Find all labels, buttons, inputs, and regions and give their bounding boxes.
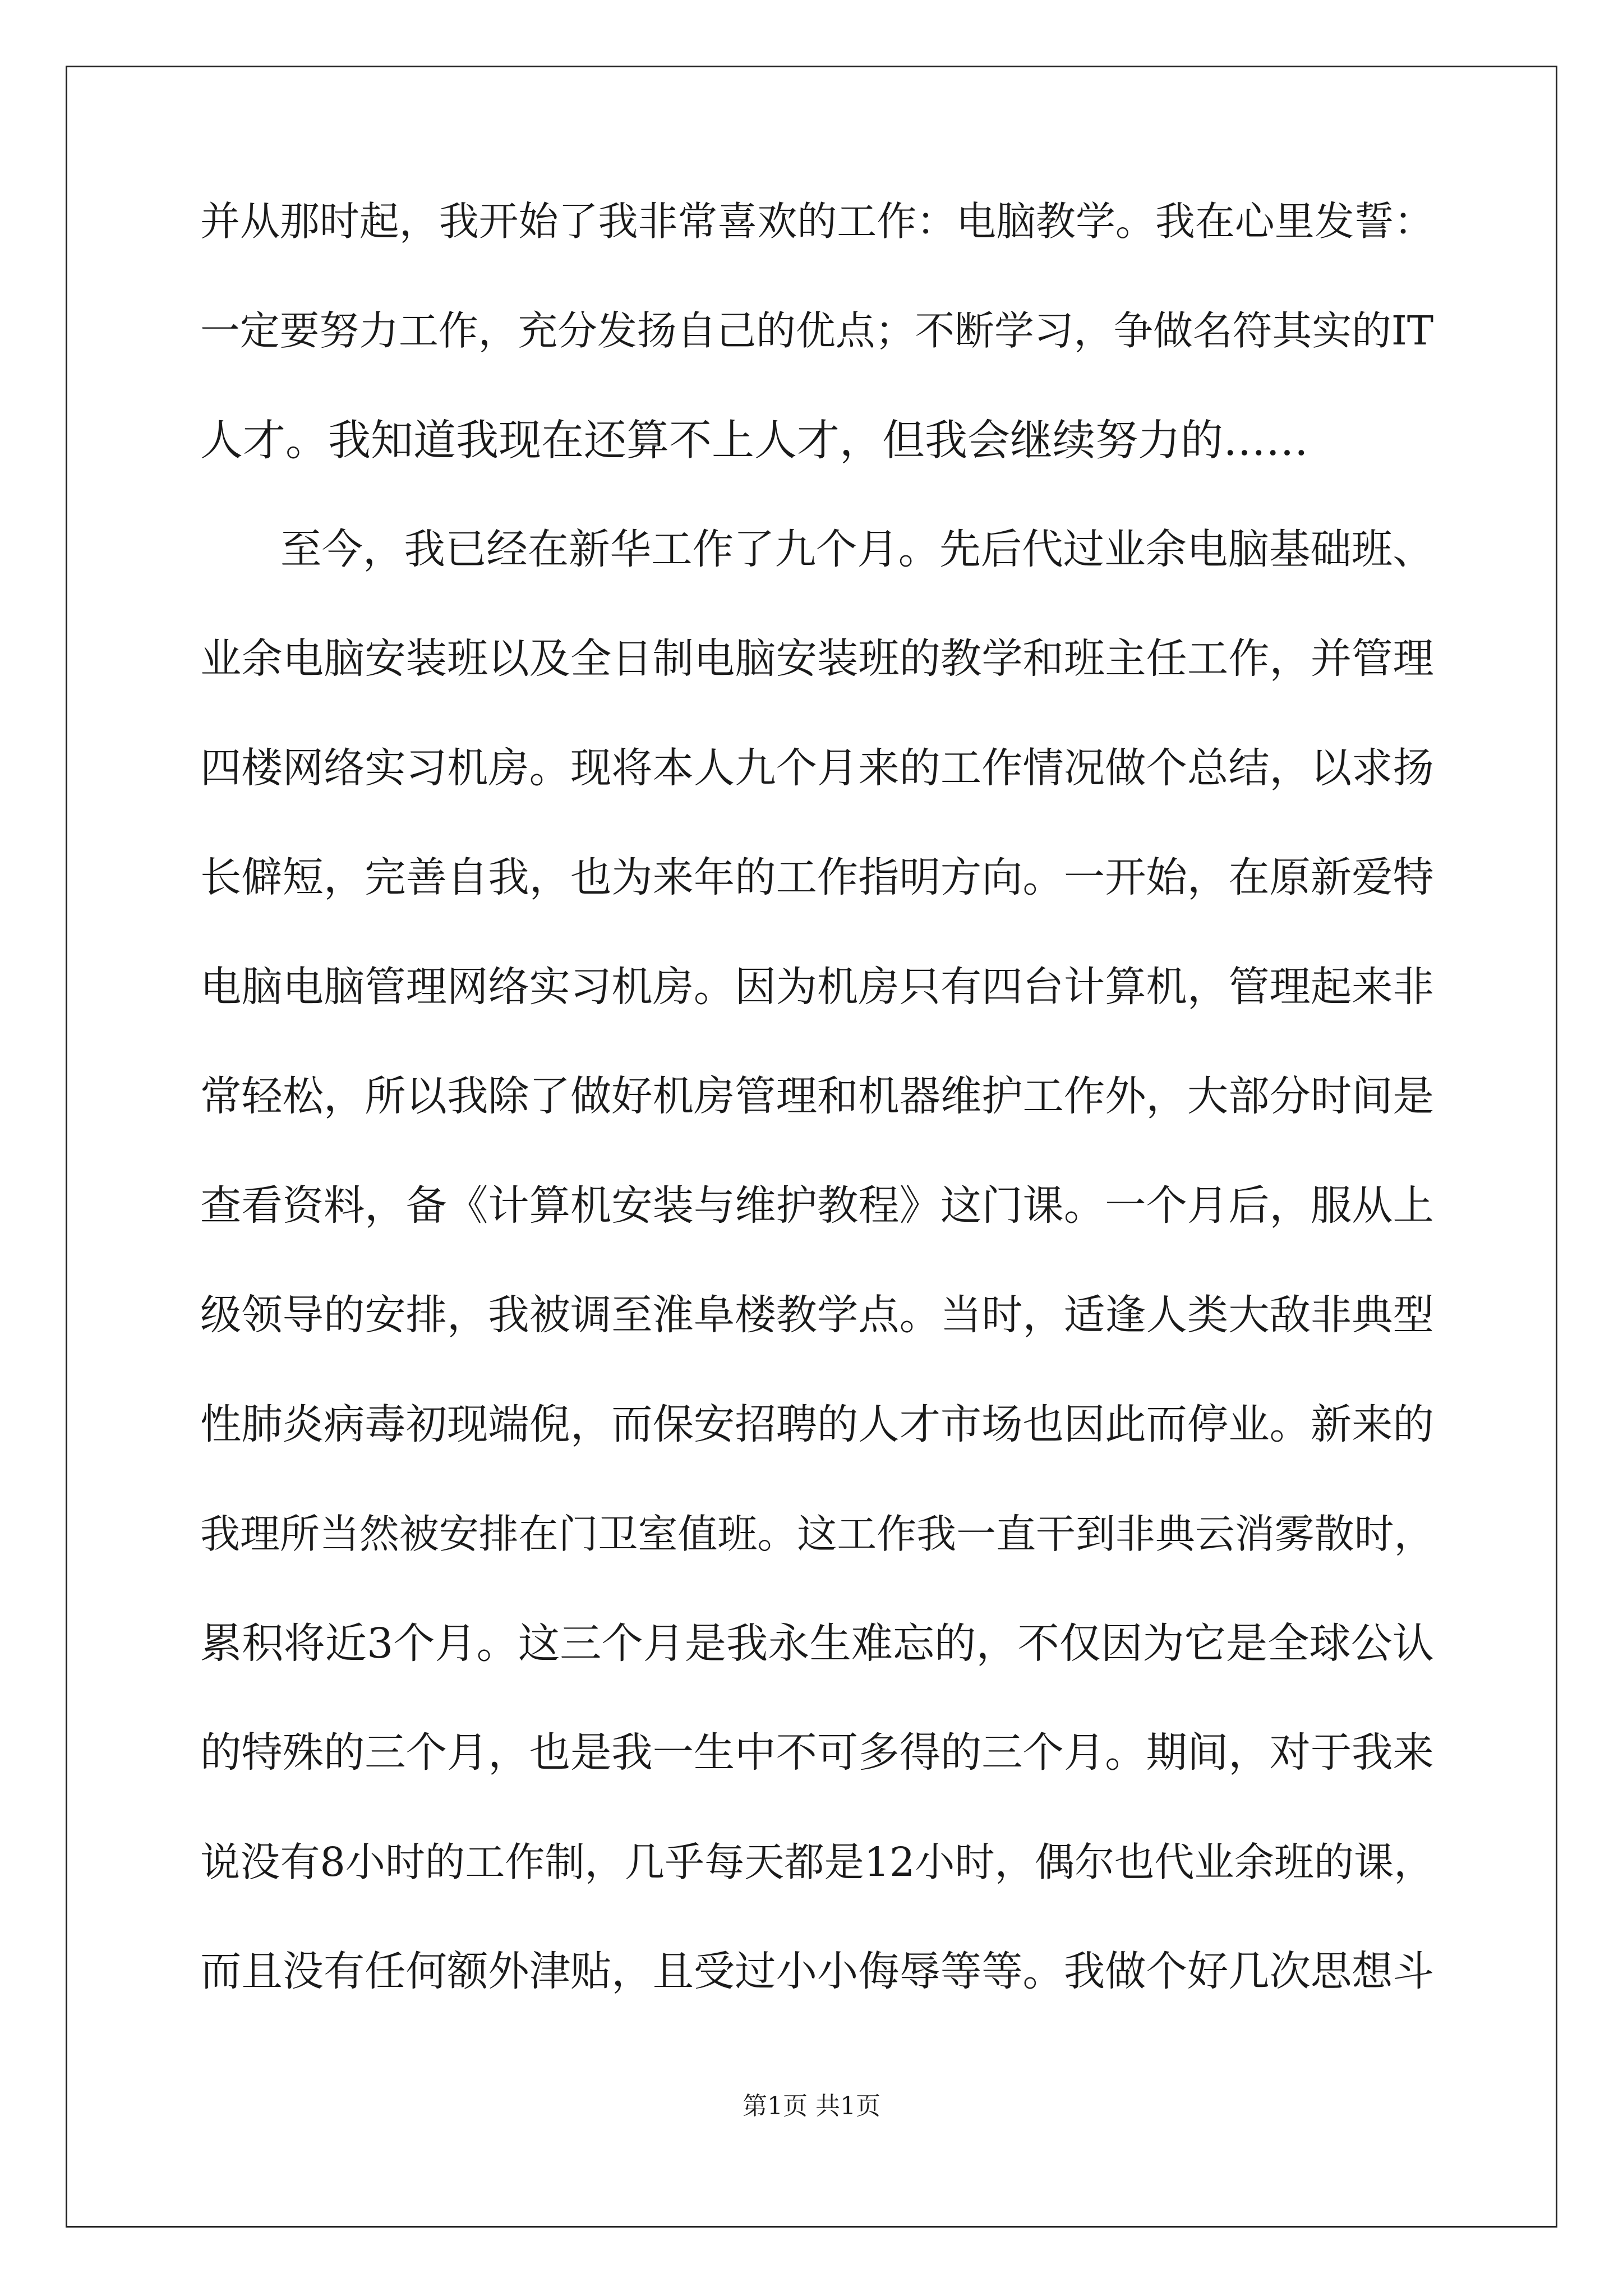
text-line: 四楼网络实习机房。现将本人九个月来的工作情况做个总结，以求扬 [200,744,1434,792]
text-line: 业余电脑安装班以及全日制电脑安装班的教学和班主任工作，并管理 [200,635,1434,683]
text-line: 累积将近3个月。这三个月是我永生难忘的，不仅因为它是全球公认 [200,1619,1435,1668]
text-line: 常轻松，所以我除了做好机房管理和机器维护工作外，大部分时间是 [200,1073,1434,1120]
text-line: 而且没有任何额外津贴，且受过小小侮辱等等。我做个好几次思想斗 [200,1948,1434,1995]
text-line: 说没有8小时的工作制，几乎每天都是12小时，偶尔也代业余班的课， [200,1839,1434,1885]
text-line: 一定要努力工作，充分发扬自己的优点；不断学习，争做名符其实的IT [200,307,1434,354]
text-line: 人才。我知道我现在还算不上人才，但我会继续努力的…… [200,415,1308,465]
text-line: 并从那时起，我开始了我非常喜欢的工作：电脑教学。我在心里发誓： [200,198,1434,245]
text-line: 查看资料，备《计算机安装与维护教程》这门课。一个月后，服从上 [200,1182,1434,1230]
text-line: 我理所当然被安排在门卫室值班。这工作我一直干到非典云消雾散时， [200,1511,1434,1557]
page-number-footer: 第1页 共1页 [743,2092,880,2120]
text-line: 长僻短，完善自我，也为来年的工作指明方向。一开始，在原新爱特 [200,854,1434,901]
text-line: 的特殊的三个月，也是我一生中不可多得的三个月。期间，对于我来 [200,1729,1434,1777]
text-line: 性肺炎病毒初现端倪，而保安招聘的人才市场也因此而停业。新来的 [200,1401,1434,1448]
document-body [200,194,1434,2053]
paragraph-first-line: 至今，我已经在新华工作了九个月。先后代过业余电脑基础班、 [280,526,1434,573]
text-line: 电脑电脑管理网络实习机房。因为机房只有四台计算机，管理起来非 [200,963,1434,1011]
text-line: 级领导的安排，我被调至淮阜楼教学点。当时，适逢人类大敌非典型 [200,1291,1434,1339]
